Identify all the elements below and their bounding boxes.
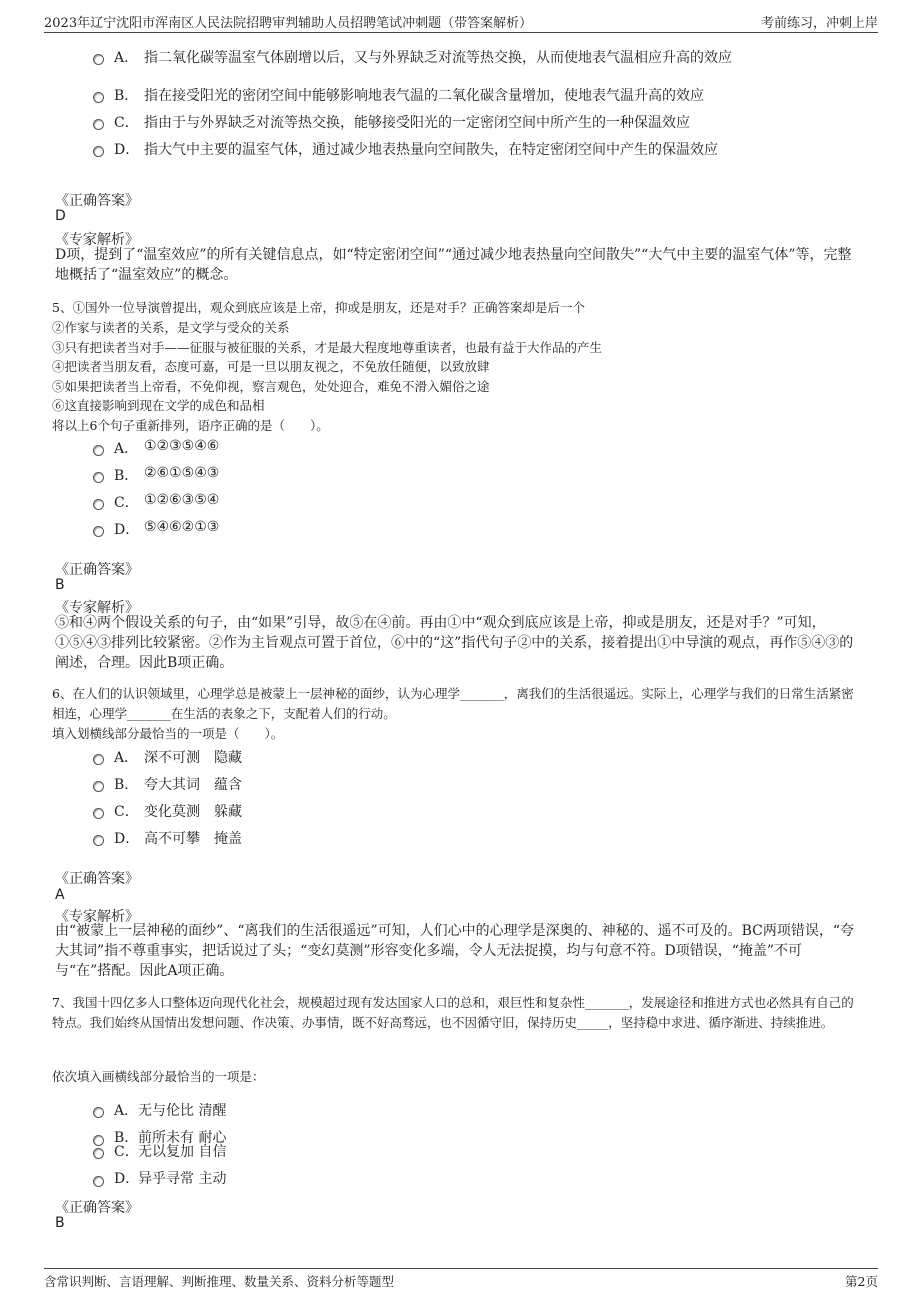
option-text: 指大气中主要的温室气体，通过减少地表热量向空间散失，在特定密闭空间中产生的保温效应 bbox=[144, 142, 718, 158]
question-sentence: ⑤如果把读者当上帝看，不免仰视，察言观色，处处迎合，难免不滑入媚俗之途 bbox=[52, 379, 490, 394]
radio-option-d[interactable] bbox=[93, 146, 104, 157]
radio-option-b[interactable] bbox=[93, 472, 104, 483]
option-letter: B． bbox=[114, 1130, 139, 1146]
radio-option-c[interactable] bbox=[93, 808, 104, 819]
header-divider bbox=[44, 32, 878, 33]
option-letter: C． bbox=[114, 1144, 139, 1160]
page-header-title: 2023年辽宁沈阳市浑南区人民法院招聘审判辅助人员招聘笔试冲刺题（带答案解析） bbox=[44, 16, 533, 31]
option-text: 高不可攀 掩盖 bbox=[144, 831, 242, 847]
radio-option-c[interactable] bbox=[93, 1148, 104, 1159]
option-text: ①②⑥③⑤④ bbox=[144, 492, 220, 508]
footer-divider bbox=[44, 1268, 878, 1269]
radio-option-b[interactable] bbox=[93, 1135, 104, 1146]
radio-option-c[interactable] bbox=[93, 499, 104, 510]
question-prompt: 将以上6个句子重新排列，语序正确的是（ ）。 bbox=[52, 418, 329, 433]
option-letter: D． bbox=[114, 142, 140, 158]
option-letter: D． bbox=[114, 831, 140, 847]
option-text: ①②③⑤④⑥ bbox=[144, 438, 220, 454]
option-text: 前所未有 耐心 bbox=[138, 1130, 227, 1146]
question-stem: 6、在人们的认识领域里，心理学总是被蒙上一层神秘的面纱，认为心理学_______，离我们的生活很遥远。实际上，心理学与我们的日常生活紧密相连，心理学_______在生活的表象之下，支配着人们的行动。 bbox=[52, 686, 854, 721]
option-text: 变化莫测 躲藏 bbox=[144, 804, 242, 820]
option-letter: B． bbox=[114, 777, 139, 793]
radio-option-a[interactable] bbox=[93, 54, 104, 65]
expert-analysis: D项，提到了“温室效应”的所有关键信息点，如“特定密闭空间”“通过减少地表热量向空间散失”“大气中主要的温室气体”等，完整地概括了“温室效应”的概念。 bbox=[55, 247, 852, 283]
option-text: 指由于与外界缺乏对流等热交换，能够接受阳光的一定密闭空间中所产生的一种保温效应 bbox=[144, 115, 690, 131]
radio-option-a[interactable] bbox=[93, 445, 104, 456]
answer-label: 《正确答案》 bbox=[55, 193, 139, 209]
option-text: 异乎寻常 主动 bbox=[138, 1171, 227, 1187]
option-text: ⑤④⑥②①③ bbox=[144, 519, 220, 535]
radio-option-c[interactable] bbox=[93, 119, 104, 130]
option-letter: A． bbox=[114, 441, 139, 457]
question-sentence: ③只有把读者当对手——征服与被征服的关系，才是最大程度地尊重读者，也最有益于大作品的产生 bbox=[52, 340, 603, 355]
option-text: ②⑥①⑤④③ bbox=[144, 465, 220, 481]
answer-label: 《正确答案》 bbox=[55, 871, 139, 887]
option-letter: A． bbox=[114, 750, 139, 766]
answer-label: 《正确答案》 bbox=[55, 1200, 139, 1216]
question-stem: 7、我国十四亿多人口整体迈向现代化社会，规模超过现有发达国家人口的总和，艰巨性和复杂性_______，发展途径和推进方式也必然具有自己的特点。我们始终从国情出发想问题、作决策、办事情，既不好高骛远，也不因循守旧，保持历史_____，坚持稳中求进、循序渐进、持续推进。 bbox=[52, 995, 854, 1030]
correct-answer: D bbox=[55, 208, 66, 224]
question-sentence: ②作家与读者的关系，是文学与受众的关系 bbox=[52, 320, 290, 335]
option-text: 无与伦比 清醒 bbox=[138, 1103, 227, 1119]
option-letter: C． bbox=[114, 495, 139, 511]
analysis-label: 《专家解析》 bbox=[55, 600, 139, 616]
option-text: 指二氧化碳等温室气体剧增以后，又与外界缺乏对流等热交换，从而使地表气温相应升高的效应 bbox=[144, 50, 732, 66]
option-letter: A． bbox=[114, 50, 139, 66]
radio-option-d[interactable] bbox=[93, 1176, 104, 1187]
analysis-label: 《专家解析》 bbox=[55, 909, 139, 925]
radio-option-b[interactable] bbox=[93, 92, 104, 103]
option-letter: B． bbox=[114, 88, 139, 104]
radio-option-a[interactable] bbox=[93, 754, 104, 765]
expert-analysis: ⑤和④两个假设关系的句子，由“如果”引导，故⑤在④前。再由①中“观众到底应该是上帝，抑或是朋友，还是对手？”可知，①⑤④③排列比较紧密。②作为主旨观点可置于首位，⑥中的“这”指代句子②中的关系，接着提出①中导演的观点，再作⑤④③的阐述，合理。因此B项正确。 bbox=[55, 615, 854, 671]
option-letter: D． bbox=[114, 1171, 140, 1187]
option-letter: B． bbox=[114, 468, 139, 484]
radio-option-d[interactable] bbox=[93, 835, 104, 846]
answer-label: 《正确答案》 bbox=[55, 562, 139, 578]
option-text: 深不可测 隐藏 bbox=[144, 750, 242, 766]
radio-option-b[interactable] bbox=[93, 781, 104, 792]
radio-option-a[interactable] bbox=[93, 1107, 104, 1118]
footer-description: 含常识判断、言语理解、判断推理、数量关系、资料分析等题型 bbox=[44, 1274, 395, 1289]
option-text: 无以复加 自信 bbox=[138, 1144, 227, 1160]
correct-answer: B bbox=[55, 577, 65, 593]
expert-analysis: 由“被蒙上一层神秘的面纱”、“离我们的生活很遥远”可知，人们心中的心理学是深奥的、神秘的、遥不可及的。BC两项错误，“夸大其词”指不尊重事实，把话说过了头；“变幻莫测”形容变化多端，令人无法捉摸，均与句意不符。D项错误，“掩盖”不可与“在”搭配。因此A项正确。 bbox=[55, 923, 855, 979]
option-text: 指在接受阳光的密闭空间中能够影响地表气温的二氧化碳含量增加，使地表气温升高的效应 bbox=[144, 88, 704, 104]
question-prompt: 填入划横线部分最恰当的一项是（ ）。 bbox=[52, 726, 284, 741]
page-number: 第2页 bbox=[845, 1274, 878, 1289]
option-letter: C． bbox=[114, 115, 139, 131]
option-letter: C． bbox=[114, 804, 139, 820]
correct-answer: A bbox=[55, 887, 65, 903]
analysis-label: 《专家解析》 bbox=[55, 232, 139, 248]
question-sentence: ④把读者当朋友看，态度可嘉，可是一旦以朋友视之，不免放任随便，以致放肆 bbox=[52, 359, 490, 374]
question-prompt: 依次填入画横线部分最恰当的一项是： bbox=[52, 1069, 265, 1084]
correct-answer: B bbox=[55, 1215, 65, 1231]
option-letter: A． bbox=[114, 1103, 139, 1119]
page-header-slogan: 考前练习，冲刺上岸 bbox=[760, 16, 878, 31]
radio-option-d[interactable] bbox=[93, 526, 104, 537]
option-letter: D． bbox=[114, 522, 140, 538]
question-sentence: ⑥这直接影响到现在文学的成色和品相 bbox=[52, 398, 265, 413]
question-stem: 5、①国外一位导演曾提出，观众到底应该是上帝，抑或是朋友，还是对手？正确答案却是后一个 bbox=[52, 300, 585, 315]
option-text: 夸大其词 蕴含 bbox=[144, 777, 242, 793]
